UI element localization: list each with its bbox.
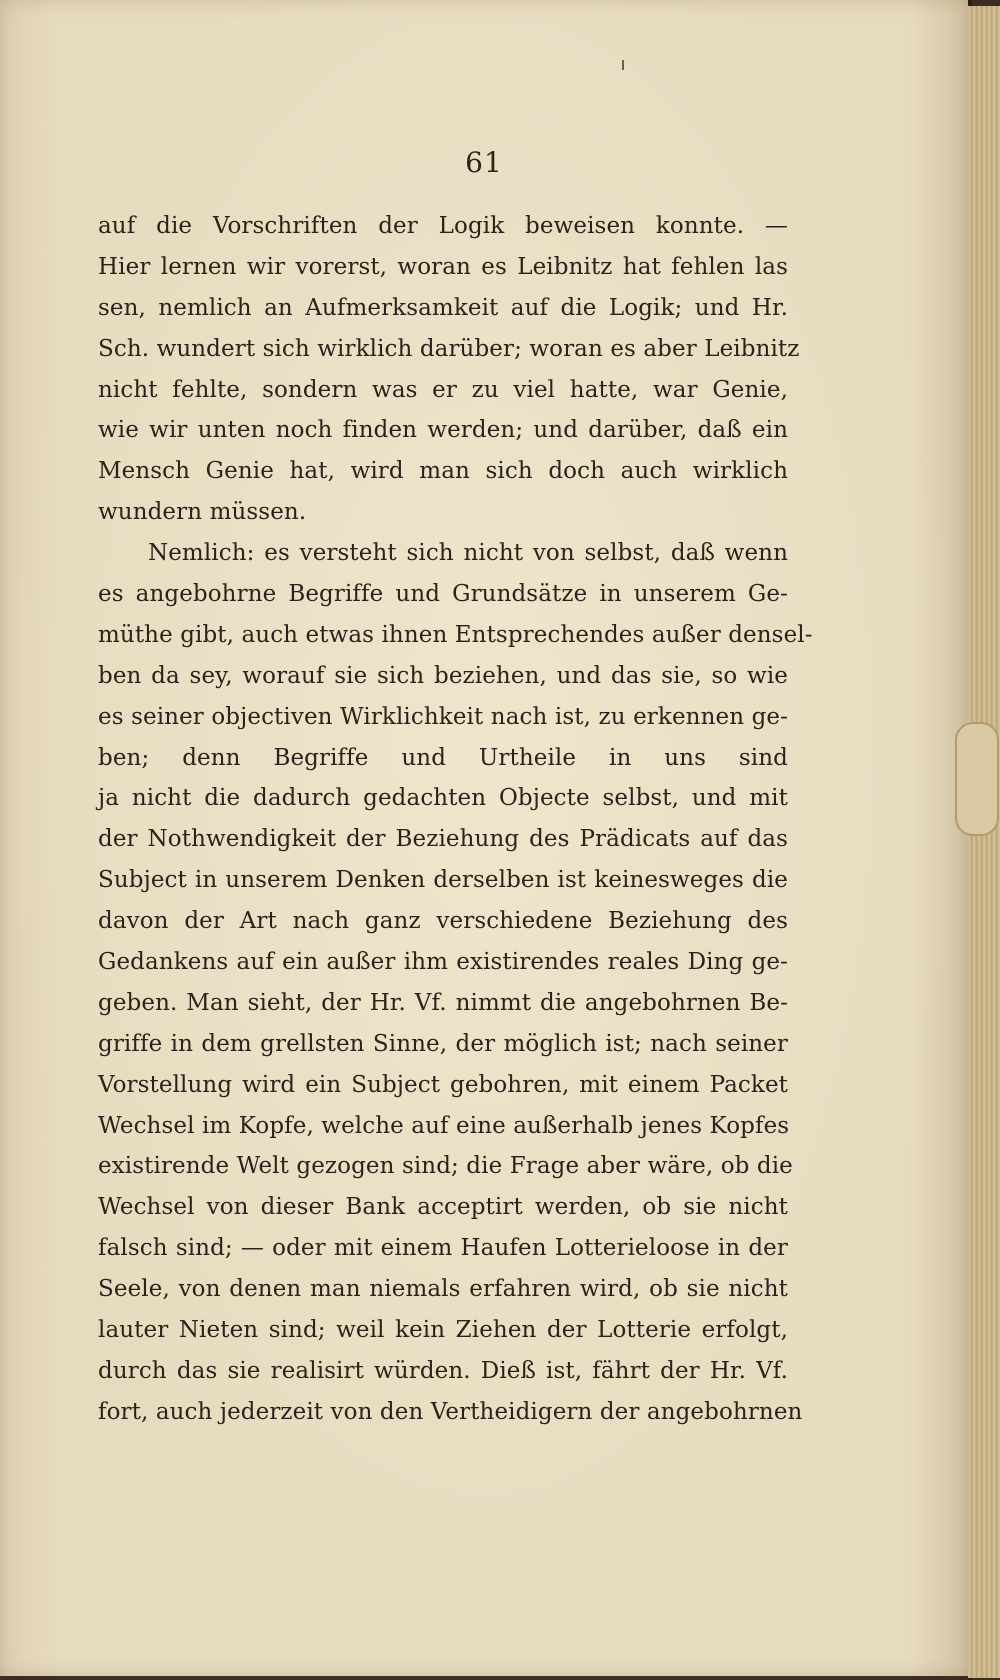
text-line-8: wundern müssen.	[98, 499, 307, 526]
text-line-12: ben da sey, worauf sie sich beziehen, und das sie, so wie	[98, 662, 788, 689]
text-line-28: lauter Nieten sind; weil kein Ziehen der Lotterie erfolgt,	[98, 1317, 788, 1344]
text-line-1: auf die Vorschriften der Logik beweisen konnte. —	[98, 213, 788, 239]
text-line-17: Subject in unserem Denken derselben ist keinesweges die	[98, 867, 788, 894]
text-line-6: wie wir unten noch finden werden; und darüber, daß ein	[98, 417, 788, 444]
text-line-25: Wechsel von dieser Bank acceptirt werden, ob sie nicht	[98, 1194, 788, 1221]
text-line-5: nicht fehlte, sondern was er zu viel hatte, war Genie,	[98, 376, 788, 403]
text-line-24: existirende Welt gezogen sind; die Frage aber wäre, ob die	[98, 1153, 793, 1180]
text-line-21: griffe in dem grellsten Sinne, der möglich ist; nach seiner	[98, 1030, 788, 1057]
text-line-11: müthe gibt, auch etwas ihnen Entsprechendes außer densel-	[98, 621, 813, 648]
text-line-10: es angebohrne Begriffe und Grundsätze in unserem Ge-	[98, 581, 788, 608]
page-text	[98, 206, 813, 1433]
text-line-3: sen, nemlich an Aufmerksamkeit auf die Logik; und Hr.	[98, 294, 788, 321]
text-line-20: geben. Man sieht, der Hr. Vf. nimmt die angebohrnen Be-	[98, 989, 788, 1016]
text-line-15: ja nicht die dadurch gedachten Objecte selbst, und mit	[98, 785, 788, 812]
ink-speck	[622, 60, 624, 70]
text-line-2: Hier lernen wir vorerst, woran es Leibnitz hat fehlen las	[98, 253, 788, 280]
text-line-16: der Nothwendigkeit der Beziehung des Prädicats auf das	[98, 826, 788, 853]
text-line-26: falsch sind; — oder mit einem Haufen Lotterieloose in der	[98, 1235, 788, 1262]
text-line-9: Nemlich: es versteht sich nicht von selbst, daß wenn	[148, 540, 788, 567]
text-line-30: fort, auch jederzeit von den Vertheidigern der angebohrnen	[98, 1398, 803, 1425]
bookmark-tab	[955, 722, 999, 836]
text-line-7: Mensch Genie hat, wird man sich doch auch wirklich	[98, 458, 788, 485]
text-line-19: Gedankens auf ein außer ihm existirendes reales Ding ge-	[98, 949, 788, 976]
text-line-18: davon der Art nach ganz verschiedene Beziehung des	[98, 908, 788, 935]
text-line-14: ben; denn Begriffe und Urtheile in uns sind	[98, 744, 788, 771]
text-line-22: Vorstellung wird ein Subject gebohren, mit einem Packet	[98, 1071, 788, 1098]
text-line-13: es seiner objectiven Wirklichkeit nach ist, zu erkennen ge-	[98, 703, 788, 730]
text-line-29: durch das sie realisirt würden. Dieß ist, fährt der Hr. Vf.	[98, 1357, 788, 1384]
text-line-4: Sch. wundert sich wirklich darüber; woran es aber Leibnitz	[98, 335, 800, 362]
page-number: 61	[465, 146, 503, 179]
page-edges	[968, 6, 1000, 1678]
text-line-27: Seele, von denen man niemals erfahren wird, ob sie nicht	[98, 1276, 788, 1303]
text-line-23: Wechsel im Kopfe, welche auf eine außerhalb jenes Kopfes	[98, 1112, 790, 1139]
